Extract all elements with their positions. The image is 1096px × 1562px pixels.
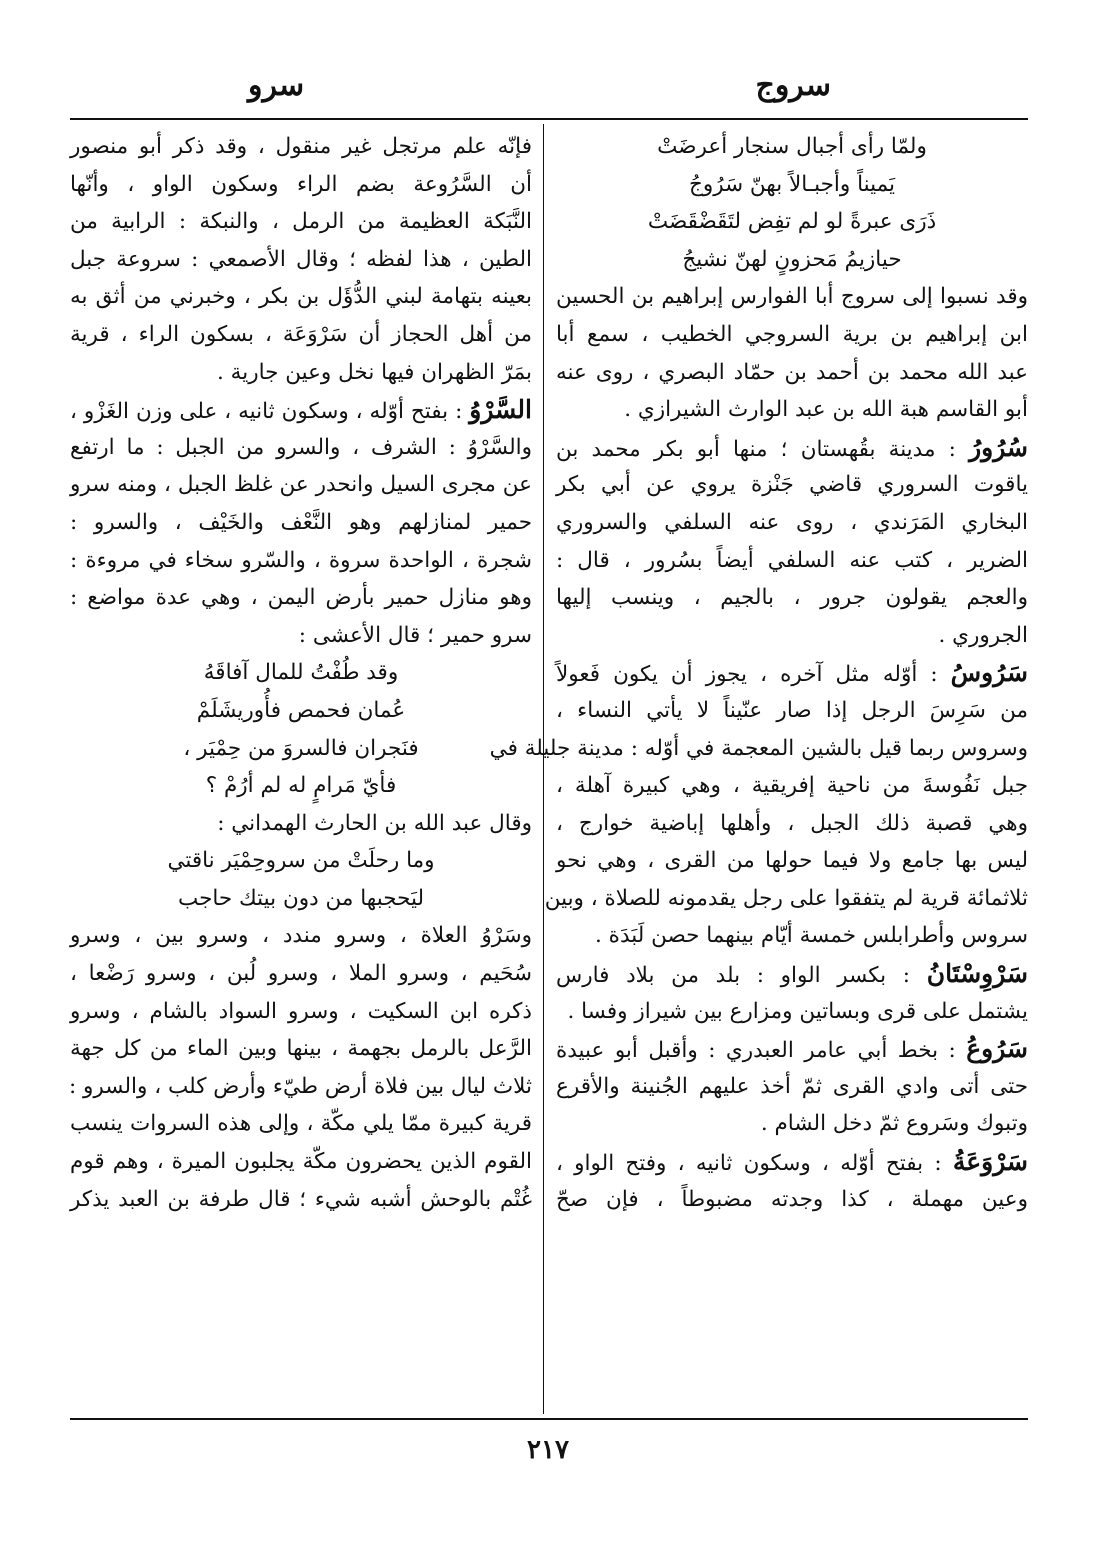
line-text: يَميناً وأجبـالاً بهنّ سَرُوجُ bbox=[688, 171, 896, 197]
text-line bbox=[70, 917, 532, 955]
column-divider bbox=[543, 124, 544, 1414]
text-line bbox=[556, 542, 1028, 580]
text-line bbox=[70, 1105, 532, 1143]
text-line bbox=[70, 1143, 532, 1181]
line-text: عن مجرى السيل وانحدر عن غلظ الجبل ، ومنه سرو bbox=[70, 472, 532, 498]
line-text: بمَرّ الظهران فيها نخل وعين جارية . bbox=[217, 359, 532, 385]
bottom-rule bbox=[70, 1418, 1028, 1420]
text-line bbox=[70, 504, 532, 542]
line-text: جبل نَفُوسةَ من ناحية إفريقية ، وهي كبيرة آهلة ، bbox=[556, 773, 1028, 799]
text-line bbox=[544, 880, 1028, 918]
verse-line bbox=[70, 767, 532, 805]
text-line bbox=[556, 1143, 1028, 1181]
text-line bbox=[70, 579, 532, 617]
line-text: وقال عبد الله بن الحارث الهمداني : bbox=[217, 810, 532, 836]
entry-headword: سَرْوَعَةُ bbox=[952, 1147, 1028, 1177]
line-text: عبد الله محمد بن أحمد بن حمّاد البصري ، روى عنه bbox=[556, 359, 1028, 385]
line-text: ياقوت السروري قاضي جَنْزة يروي عن أبي بكر bbox=[556, 472, 1028, 498]
text-line bbox=[556, 579, 1028, 617]
text-line bbox=[556, 1105, 1028, 1143]
line-text: فإنّه علم مرتجل غير منقول ، وقد ذكر أبو منصور bbox=[70, 134, 532, 159]
text-line bbox=[556, 917, 1028, 955]
text-line bbox=[70, 542, 532, 580]
text-line bbox=[70, 241, 532, 279]
line-text: من سَرِسَ الرجل إذا صار عنّيناً لا يأتي النساء ، bbox=[556, 697, 1028, 723]
text-line bbox=[556, 466, 1028, 504]
verse-line bbox=[556, 241, 1028, 279]
line-text: أن السَّرُوعة بضم الراء وسكون الواو ، وأنّها bbox=[70, 171, 532, 197]
verse-line bbox=[70, 654, 532, 692]
line-text: حيازيمُ مَحزونٍ لهنّ نشيجُ bbox=[682, 246, 902, 272]
line-text: الطين ، هذا لفظه ؛ وقال الأصمعي : سروعة جبل bbox=[70, 246, 532, 272]
line-text: الضرير ، كتب عنه السلفي أيضاً بسُرور ، قال : bbox=[556, 547, 1028, 573]
text-line bbox=[70, 993, 532, 1031]
text-line bbox=[556, 692, 1028, 730]
text-line bbox=[70, 316, 532, 354]
line-text: سرو حمير ؛ قال الأعشى : bbox=[298, 622, 532, 648]
text-line bbox=[70, 278, 532, 316]
line-text: حتى أتى وادي القرى ثمّ أخذ عليهم الجُنينة والأقرع bbox=[556, 1073, 1028, 1099]
line-text: : مدينة بقُهستان ؛ منها أبو بكر محمد بن bbox=[556, 436, 956, 462]
text-line bbox=[556, 278, 1028, 316]
verse-line bbox=[70, 730, 532, 768]
text-line bbox=[70, 166, 532, 204]
text-line bbox=[556, 955, 1028, 993]
text-line bbox=[556, 617, 1028, 655]
line-text: ذَرَى عبرةً لو لم تفِض لتَقَضْقَضَتْ bbox=[647, 209, 937, 235]
line-text: عُمان فحمص فأُوريشَلَمْ bbox=[196, 697, 406, 723]
line-text: ثلاث ليال بين فلاة أرض طيّء وأرض كلب ، والسرو : bbox=[68, 1073, 532, 1099]
line-text: فنَجران فالسروَ من حِمْيَر ، bbox=[183, 735, 419, 761]
running-header-left: سرو bbox=[248, 68, 305, 103]
text-line bbox=[556, 354, 1028, 392]
text-line bbox=[556, 391, 1028, 429]
line-text: سُحَيم ، وسرو الملا ، وسرو لُبن ، وسرو رَضْعا ، bbox=[70, 961, 532, 987]
line-text: ولمّا رأى أجبال سنجار أعرضَتْ bbox=[657, 134, 927, 159]
right-column bbox=[489, 128, 1028, 1218]
entry-headword: سُرُورُ bbox=[969, 432, 1028, 462]
line-text: والعجم يقولون جرور ، بالجيم ، وينسب إليها bbox=[556, 585, 1028, 611]
verse-line bbox=[556, 166, 1028, 204]
line-text: : أوّله مثل آخره ، يجوز أن يكون فَعولاً bbox=[556, 662, 938, 688]
text-line bbox=[556, 842, 1028, 880]
text-line bbox=[70, 1030, 532, 1068]
verse-line bbox=[556, 128, 1028, 166]
line-text: : بفتح أوّله ، وسكون ثانيه ، على وزن الغَزْو ، bbox=[70, 399, 463, 425]
line-text: والسَّرْوُ : الشرف ، والسرو من الجبل : ما ارتفع bbox=[70, 434, 532, 460]
verse-line bbox=[70, 692, 532, 730]
line-text: وهو منازل حمير بأرض اليمن ، وهي عدة مواضع : bbox=[70, 585, 532, 611]
line-text: وقد نسبوا إلى سروج أبا الفوارس إبراهيم بن الحسين bbox=[556, 284, 1028, 310]
text-line bbox=[556, 993, 1028, 1031]
text-line bbox=[556, 1030, 1028, 1068]
top-rule bbox=[70, 118, 1028, 120]
text-line bbox=[70, 617, 532, 655]
line-text: الرَّعل بالرمل بجهمة ، بينها وبين الماء من كل جهة bbox=[70, 1036, 532, 1062]
running-header-right: سروج bbox=[755, 68, 831, 103]
line-text: غُتْم بالوحش أشبه شيء ؛ قال طرفة بن العبد يذكر bbox=[70, 1186, 532, 1212]
text-line bbox=[556, 504, 1028, 542]
line-text: ليَحجبها من دون بيتك حاجب bbox=[177, 885, 425, 911]
line-text: وهي قصبة ذلك الجبل ، وأهلها إباضية خوارج ، bbox=[556, 810, 1028, 836]
entry-headword: سَرْوِسْتَانُ bbox=[926, 959, 1028, 989]
line-text: فأيّ مَرامٍ له لم أرُمْ ؟ bbox=[205, 773, 397, 799]
text-line bbox=[70, 805, 532, 843]
line-text: ليس بها جامع ولا فيما حولها من القرى ، وهي نحو bbox=[556, 848, 1028, 874]
line-text: القوم الذين يحضرون مكّة يجلبون الميرة ، وهم قوم bbox=[70, 1149, 532, 1175]
text-line bbox=[556, 1181, 1028, 1219]
line-text: : بفتح أوّله ، وسكون ثانيه ، وفتح الواو ، bbox=[556, 1151, 942, 1177]
text-line bbox=[556, 767, 1028, 805]
text-line bbox=[556, 805, 1028, 843]
line-text: وما رحلَتْ من سروحِمْيَر ناقتي bbox=[167, 848, 435, 874]
line-text: حمير لمنازلهم وهو النَّعْف والخَيْف ، والسرو : bbox=[70, 509, 532, 535]
entry-headword: السَّرْوُ bbox=[469, 395, 532, 425]
line-text: وقد طُفْتُ للمال آفاقَهُ bbox=[203, 660, 399, 686]
line-text: قرية كبيرة ممّا يلي مكّة ، وإلى هذه السروات ينسب bbox=[70, 1111, 532, 1137]
text-line bbox=[70, 1181, 532, 1219]
line-text: وسروس ربما قيل بالشين المعجمة في أوّله : مدينة جليلة في bbox=[489, 735, 1028, 761]
line-text: من أهل الحجاز أن سَرْوَعَة ، بسكون الراء ، قرية bbox=[70, 321, 532, 347]
text-line bbox=[556, 654, 1028, 692]
page-number: ٢١٧ bbox=[527, 1435, 569, 1465]
line-text: الجروري . bbox=[938, 622, 1028, 648]
line-text: بعينه بتهامة لبني الدُّؤَل بن بكر ، وخبرني من أثق به bbox=[70, 284, 532, 310]
line-text: وعين مهملة ، كذا وجدته مضبوطاً ، فإن صحّ bbox=[556, 1186, 1028, 1212]
text-line bbox=[70, 955, 532, 993]
line-text: : بخط أبي عامر العبدري : وأقبل أبو عبيدة bbox=[556, 1038, 956, 1064]
line-text: النَّبَكة العظيمة من الرمل ، والنبكة : الرابية من bbox=[70, 209, 532, 235]
verse-line bbox=[70, 842, 532, 880]
line-text: يشتمل على قرى وبساتين ومزارع بين شيراز وفسا . bbox=[567, 998, 1028, 1024]
line-text: سروس وأطرابلس خمسة أيّام بينهما حصن لَبَدَة . bbox=[595, 923, 1028, 949]
text-line bbox=[70, 128, 532, 166]
entry-headword: سَرُوعُ bbox=[966, 1034, 1028, 1064]
line-text: شجرة ، الواحدة سروة ، والسّرو سخاء في مروءة : bbox=[70, 547, 532, 573]
line-text: وسَرْوُ العلاة ، وسرو مندد ، وسرو بين ، وسرو bbox=[70, 923, 532, 949]
text-line bbox=[489, 730, 1028, 768]
verse-line bbox=[70, 880, 532, 918]
line-text: ثلاثمائة قرية لم يتفقوا على رجل يقدمونه للصلاة ، وبين bbox=[544, 885, 1028, 911]
text-line bbox=[70, 1068, 532, 1106]
entry-headword: سَرُوسُ bbox=[950, 658, 1028, 688]
text-line bbox=[70, 391, 532, 429]
line-text: : بكسر الواو : بلد من بلاد فارس bbox=[556, 963, 911, 989]
text-line bbox=[70, 466, 532, 504]
line-text: ذكره ابن السكيت ، وسرو السواد بالشام ، وسرو bbox=[70, 998, 532, 1024]
verse-line bbox=[556, 203, 1028, 241]
line-text: وتبوك وسَروع ثمّ دخل الشام . bbox=[760, 1111, 1028, 1137]
text-line bbox=[70, 354, 532, 392]
text-line bbox=[70, 429, 532, 467]
text-line bbox=[556, 316, 1028, 354]
text-line bbox=[70, 203, 532, 241]
line-text: أبو القاسم هبة الله بن عبد الوارث الشيرازي . bbox=[624, 397, 1028, 423]
text-line bbox=[556, 429, 1028, 467]
line-text: البخاري المَرَندي ، روى عنه السلفي والسروري bbox=[556, 509, 1028, 535]
left-column bbox=[70, 128, 532, 1218]
text-line bbox=[556, 1068, 1028, 1106]
line-text: ابن إبراهيم بن برية السروجي الخطيب ، سمع أبا bbox=[556, 321, 1028, 347]
